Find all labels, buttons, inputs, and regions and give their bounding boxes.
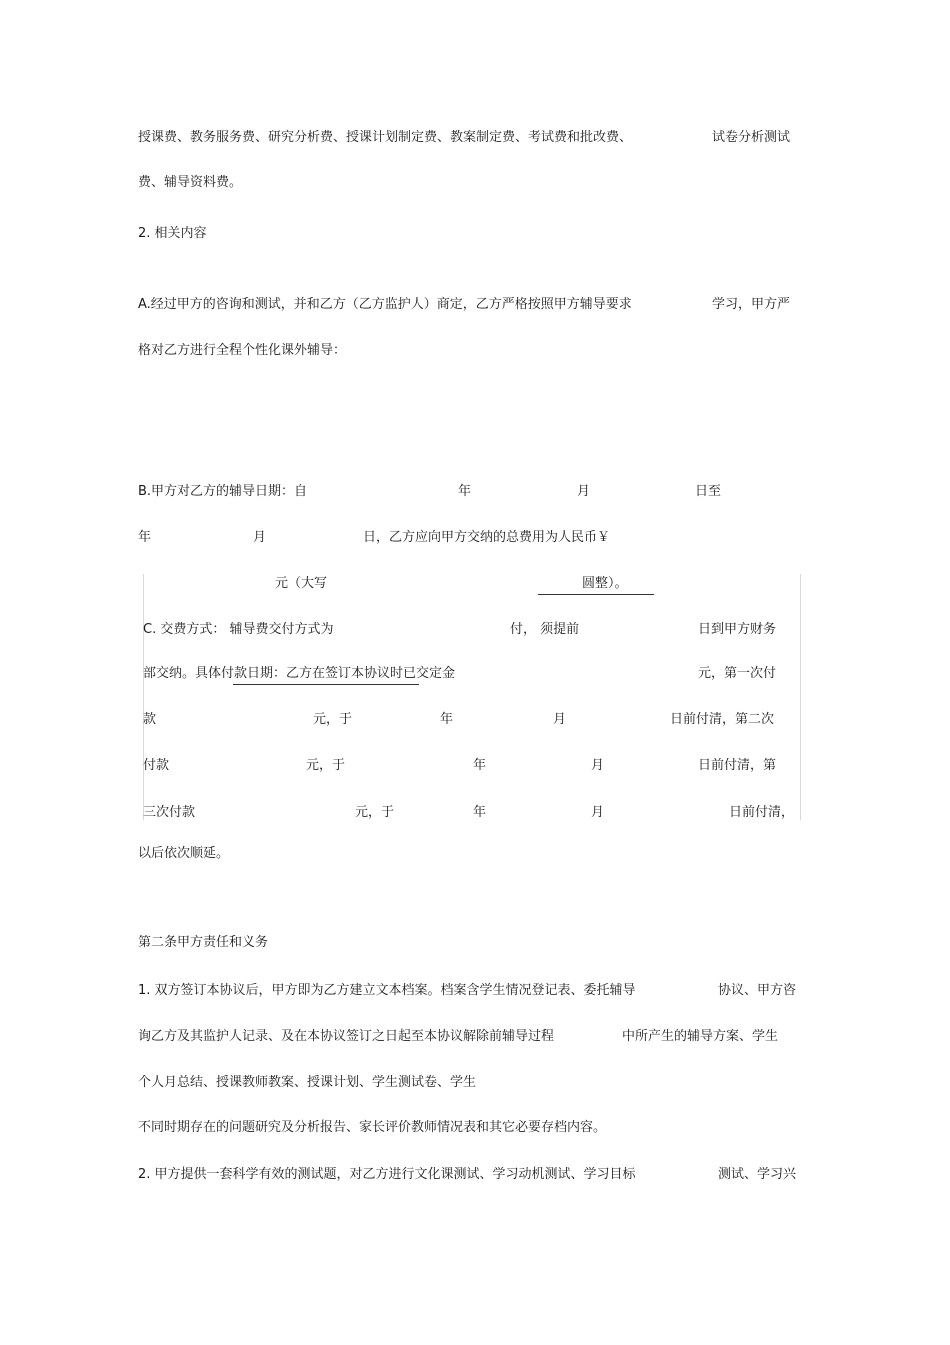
item-a-line-1: A.经过甲方的咨询和测试，并和乙方（乙方监护人）商定，乙方严格按照甲方辅导要求 xyxy=(138,297,632,312)
item-c-line-6: 以后依次顺延。 xyxy=(138,846,230,861)
article-2-p2-line-1: 2. 甲方提供一套科学有效的测试题，对乙方进行文化课测试、学习动机测试、学习目标 xyxy=(138,1167,636,1182)
item-c-line-4-year: 年 xyxy=(473,758,487,773)
item-c-line-2-tail: 元，第一次付 xyxy=(698,666,777,681)
item-b-year: 年 xyxy=(458,484,472,499)
item-c-line-5-year: 年 xyxy=(473,805,487,820)
item-c-day-to-finance: 日到甲方财务 xyxy=(698,622,777,637)
item-c-line-3-year: 年 xyxy=(440,712,454,727)
item-c-lead: C. 交费方式： 辅导费交付方式为 xyxy=(143,622,334,637)
item-b-line-2-month: 月 xyxy=(253,530,267,545)
item-a-line-2: 格对乙方进行全程个性化课外辅导： xyxy=(138,343,347,358)
item-b-month: 月 xyxy=(577,484,591,499)
item-2-heading: 2. 相关内容 xyxy=(138,226,207,241)
item-c-line-3-month: 月 xyxy=(553,712,567,727)
article-2-p1-line-2-tail: 中所产生的辅导方案、学生 xyxy=(622,1029,779,1044)
item-b-line-2-rest: 日，乙方应向甲方交纳的总费用为人民币￥ xyxy=(363,530,611,545)
item-c-fu: 付， 须提前 xyxy=(510,622,580,637)
item-c-line-4-month: 月 xyxy=(591,758,605,773)
article-2-p1-line-2: 询乙方及其监护人记录、及在本协议签订之日起至本协议解除前辅导过程 xyxy=(138,1029,555,1044)
article-2-p1-line-1-tail: 协议、甲方咨 xyxy=(718,983,797,998)
block-right-border xyxy=(800,574,801,820)
article-2-p1-line-1: 1. 双方签订本协议后，甲方即为乙方建立文本档案。档案含学生情况登记表、委托辅导 xyxy=(138,983,636,998)
item-c-line-4-yuan: 元，于 xyxy=(306,758,346,773)
item-c-line-3-kuan: 款 xyxy=(143,712,157,727)
item-a-line-1-tail: 学习，甲方严 xyxy=(712,297,791,312)
item-b-line-1-lead: B.甲方对乙方的辅导日期：自 xyxy=(138,484,308,499)
fees-line-1-tail: 试卷分析测试 xyxy=(712,130,791,145)
item-c-line-4-tail: 日前付清，第 xyxy=(698,758,777,773)
item-c-line-2-lead: 部交纳。具体付款日期：乙方在签订本协议时已交定金 xyxy=(143,666,456,681)
amount-underline xyxy=(538,594,654,595)
item-c-line-5-tail: 日前付清， xyxy=(729,805,795,820)
item-b-yuanzheng: 圆整）。 xyxy=(582,576,628,591)
item-c-line-5-yuan: 元，于 xyxy=(355,805,395,820)
fees-line-1: 授课费、教务服务费、研究分析费、授课计划制定费、教案制定费、考试费和批改费、 xyxy=(138,130,633,145)
article-2-heading: 第二条甲方责任和义务 xyxy=(138,935,269,950)
article-2-p1-line-3: 个人月总结、授课教师教案、授课计划、学生测试卷、学生 xyxy=(138,1075,477,1090)
item-c-line-5-lead: 三次付款 xyxy=(143,805,196,820)
article-2-p2-line-1-tail: 测试、学习兴 xyxy=(718,1167,797,1182)
item-c-line-3-yuan: 元，于 xyxy=(313,712,353,727)
article-2-p1-line-4: 不同时期存在的问题研究及分析报告、家长评价教师情况表和其它必要存档内容。 xyxy=(138,1120,607,1135)
block-left-border xyxy=(143,574,144,820)
payment-date-underline xyxy=(233,684,419,685)
fees-line-2: 费、辅导资料费。 xyxy=(138,175,243,190)
item-c-line-5-month: 月 xyxy=(591,805,605,820)
item-b-line-2-year: 年 xyxy=(138,530,152,545)
item-b-day-to: 日至 xyxy=(695,484,722,499)
item-c-line-4-lead: 付款 xyxy=(143,758,170,773)
item-c-line-3-tail: 日前付清，第二次 xyxy=(670,712,775,727)
item-b-yuan-daxie: 元（大写 xyxy=(275,576,328,591)
